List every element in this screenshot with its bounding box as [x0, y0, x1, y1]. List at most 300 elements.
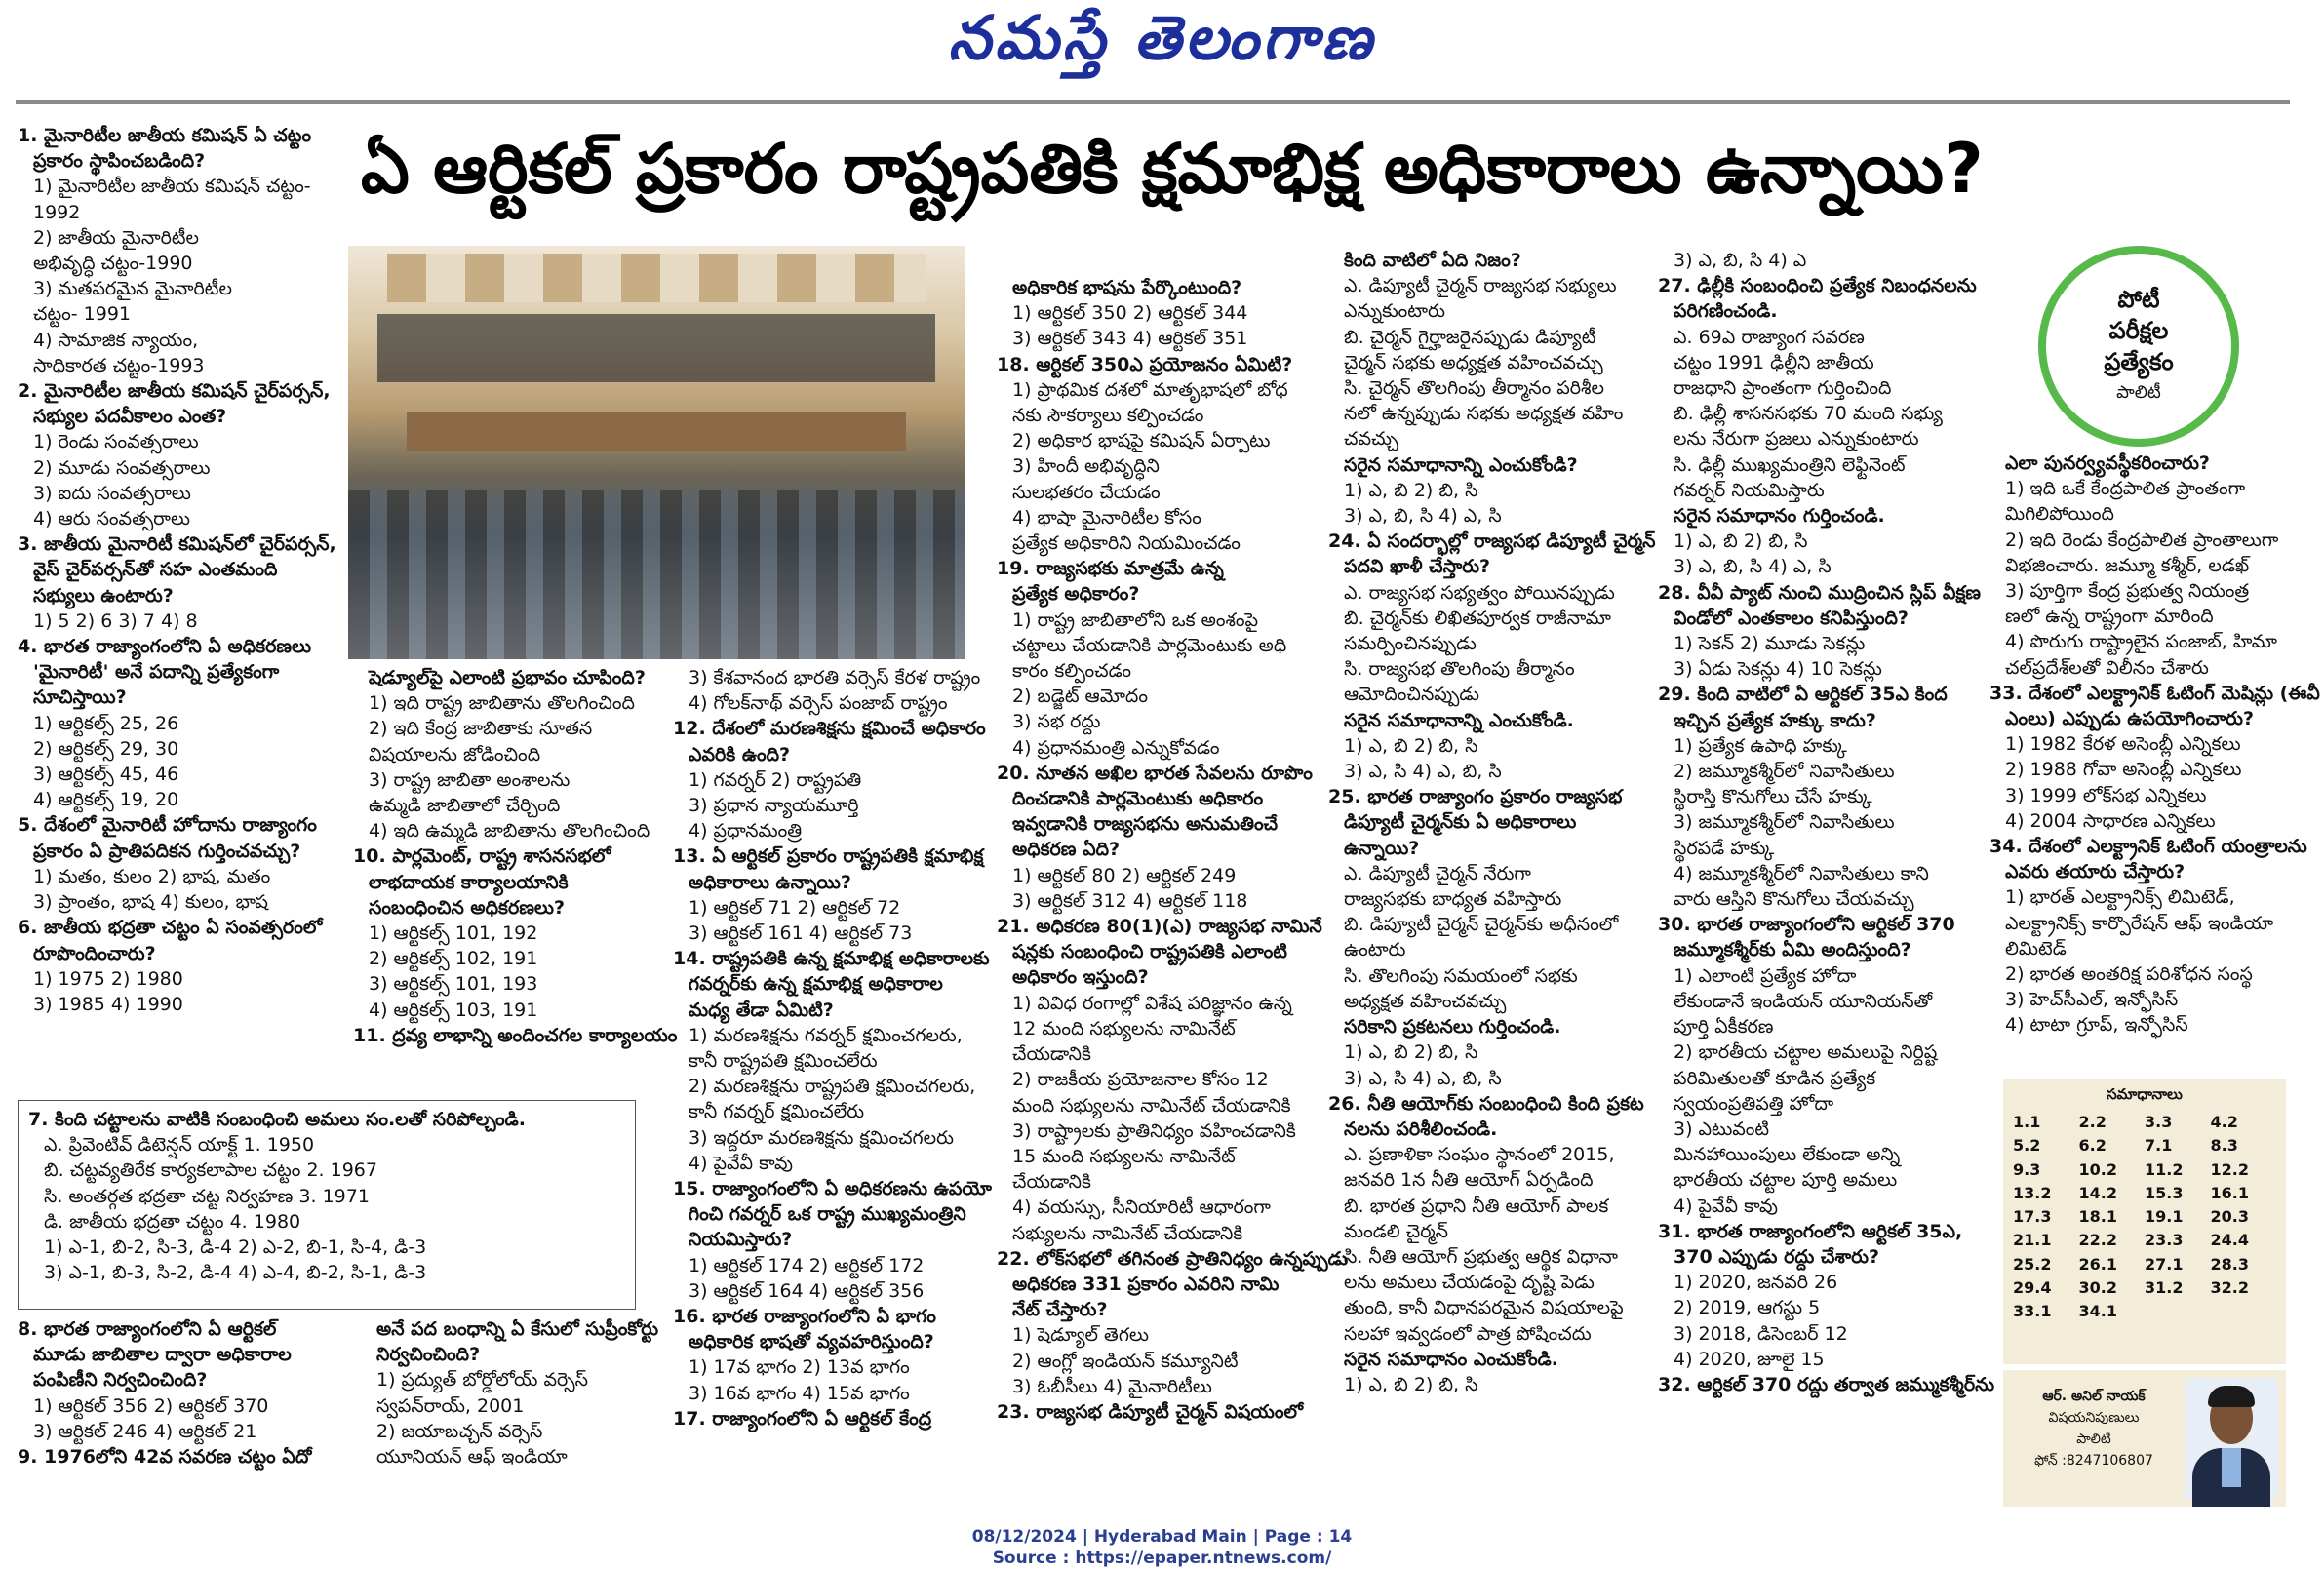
option-line: 1) వివిధ రంగాల్లో విశేష పరిజ్ఞానం ఉన్న [1012, 992, 1292, 1014]
option-line: బి. డిప్యూటీ చైర్మన్ చైర్మన్‌కు అధీనంలో [1344, 914, 1619, 936]
option-line: లను అమలు చేయడంపై దృష్టి పెడు [1344, 1272, 1595, 1294]
option-line: 1) ప్రత్యేక ఉపాధి హక్కు [1674, 734, 1847, 757]
option-line: 15 మంది సభ్యులను నామినేట్ [1012, 1145, 1236, 1167]
question-line: 24. ఏ సందర్భాల్లో రాజ్యసభ డిప్యూటీ చైర్మన్ [1328, 530, 1656, 553]
question-line: 3. జాతీయ మైనారిటీ కమిషన్‌లో చైర్‌పర్సన్, [18, 533, 336, 556]
question-line: 17. రాజ్యాంగంలోని ఏ ఆర్టికల్ కేంద్ర [673, 1407, 932, 1430]
option-line: 3) ఆర్టికల్స్ 101, 193 [369, 973, 538, 996]
option-line: అభివృద్ధి చట్టం-1990 [33, 253, 193, 275]
option-line: 4) వయస్సు, సీనియారిటీ ఆధారంగా [1012, 1196, 1271, 1219]
option-line: 4) పొరుగు రాష్ట్రాలైన పంజాబ్, హిమా [2005, 631, 2278, 653]
option-line: 2) జాతీయ మైనారిటీల [33, 226, 199, 249]
option-line: 1) ఆర్టికల్ 356 2) ఆర్టికల్ 370 [33, 1394, 269, 1417]
question-line: అధికరణ ఏది? [1012, 839, 1121, 861]
option-line: సి. చైర్మన్ తొలగింపు తీర్మానం పరిశీల [1344, 377, 1604, 400]
question-line: సరైన సమాధానాన్ని ఎంచుకోండి. [1344, 709, 1574, 731]
answers-box [2003, 1079, 2286, 1364]
option-line: 3) ఎ-1, బి-3, సి-2, డి-4 4) ఎ-4, బి-2, సి-1, డి-3 [44, 1262, 427, 1284]
author-text [2011, 1386, 2177, 1471]
option-line: 2) మరణశిక్షను రాష్ట్రపతి క్షమించగలరు, [689, 1076, 976, 1098]
option-line: 2) అధికార భాషపై కమిషన్ ఏర్పాటు [1012, 430, 1271, 452]
option-line: 1992 [33, 201, 81, 223]
answer-item: 28.3 [2210, 1254, 2249, 1274]
question-line: 13. ఏ ఆర్టికల్ ప్రకారం రాష్ట్రపతికి క్షమాభిక్ష [673, 845, 984, 868]
option-line: 1) రెండు సంవత్సరాలు [33, 431, 199, 453]
question-line: సరైన సమాధానాన్ని ఎంచుకోండి? [1344, 453, 1578, 476]
option-line: 1) ఎ, బి 2) బి, సి [1344, 1373, 1478, 1395]
option-line: 3) ఆర్టికల్స్ 45, 46 [33, 764, 179, 786]
masthead-title: నమస్తే తెలంగాణ [948, 2, 1376, 73]
option-line: మిగిలిపోయింది [2005, 503, 2114, 526]
question-line: పదవి ఖాళీ చేస్తారు? [1344, 556, 1491, 578]
option-line: మంది సభ్యులను నామినేట్ చేయడానికి [1012, 1094, 1291, 1117]
badge-line-4: పాలిటీ [2116, 382, 2161, 403]
question-line: 19. రాజ్యసభకు మాత్రమే ఉన్న [997, 558, 1224, 580]
option-line: 2) బడ్జెట్ ఆమోదం [1012, 686, 1148, 708]
option-line: నలో ఉన్నప్పుడు సభకు అధ్యక్షత వహిం [1344, 403, 1624, 425]
option-line: 3) సభ రద్దు [1012, 711, 1101, 733]
author-photo [2185, 1378, 2278, 1499]
question-line: నిర్వచించింది? [376, 1344, 481, 1366]
option-line: 4) ఆర్టికల్స్ 103, 191 [369, 999, 538, 1021]
column-5 [1328, 248, 1656, 1467]
option-line: 3) ప్రధాన న్యాయమూర్తి [689, 795, 859, 817]
option-line: 1) గవర్నర్ 2) రాష్ట్రపతి [689, 768, 862, 791]
question-line: 18. ఆర్టికల్ 350ఎ ప్రయోజనం ఏమిటి? [997, 353, 1293, 375]
question-line: 14. రాష్ట్రపతికి ఉన్న క్షమాభిక్ష అధికారాలకు [673, 948, 990, 970]
option-line: 2) ఆంగ్లో ఇండియన్ కమ్యూనిటీ [1012, 1350, 1239, 1372]
option-line: 2) ఆర్టికల్స్ 29, 30 [33, 737, 179, 760]
masthead-rule [16, 100, 2290, 104]
option-line: లను నేరుగా ప్రజలు ఎన్నుకుంటారు [1674, 428, 1919, 451]
answer-item: 23.3 [2145, 1231, 2184, 1250]
author-photo-hair [2208, 1386, 2255, 1407]
question-line: సభ్యులు ఉంటారు? [33, 584, 174, 607]
answer-item: 9.3 [2013, 1159, 2041, 1179]
option-line: 4) సామాజిక న్యాయం, [33, 329, 199, 351]
option-line: 2) ఇది రెండు కేంద్రపాలిత ప్రాంతాలుగా [2005, 529, 2279, 551]
option-line: 3) హెచ్‌సీఎల్, ఇన్ఫోసిస్ [2005, 989, 2179, 1011]
option-line: పరిమితులతో కూడిన ప్రత్యేక [1674, 1067, 1876, 1089]
answer-item: 11.2 [2145, 1159, 2184, 1179]
author-phone: ఫోన్ :8247106807 [2034, 1453, 2153, 1469]
question-line: 21. అధికరణ 80(1)(ఎ) రాజ్యసభ నామినే [997, 916, 1322, 938]
question-line: 11. ద్రవ్య లాభాన్ని అందించగల కార్యాలయం [353, 1024, 678, 1046]
option-line: కారం కల్పించడం [1012, 660, 1131, 683]
question-line: అధికారాలు ఉన్నాయి? [689, 871, 851, 893]
photo-crowd [348, 490, 965, 659]
option-line: 1) రాష్ట్ర జాబితాలోని ఒక అంశంపై [1012, 608, 1259, 631]
answer-item: 14.2 [2078, 1183, 2117, 1202]
photo-desk [407, 412, 906, 451]
question-line: కింది వాటిలో ఏది నిజం? [1344, 250, 1521, 271]
question-line: 25. భారత రాజ్యాంగం ప్రకారం రాజ్యసభ [1328, 786, 1623, 808]
option-line: 3) రాష్ట్రాలకు ప్రాతినిధ్యం వహించడానికి [1012, 1119, 1296, 1142]
option-line: డి. జాతీయ భద్రతా చట్టం 4. 1980 [44, 1210, 301, 1233]
answer-item: 21.1 [2013, 1231, 2052, 1250]
option-line: 1) 17వ భాగం 2) 13వ భాగం [689, 1356, 910, 1379]
option-line: 12 మంది సభ్యులను నామినేట్ [1012, 1017, 1236, 1039]
question-line: అధికరణ 331 ప్రకారం ఎవరిని నామి [1012, 1273, 1280, 1295]
footer [0, 1526, 2324, 1569]
option-line: సాధికారత చట్టం-1993 [33, 354, 205, 376]
option-line: సి. తొలగింపు సమయంలో సభకు [1344, 964, 1578, 987]
question-line: సరైన సమాధానం ఎంచుకోండి. [1344, 1348, 1558, 1370]
option-line: 4) గోలక్‌నాథ్ వర్సెస్ పంజాబ్ రాష్ట్రం [689, 692, 948, 715]
question-line: విండోలో ఎంతకాలం కనిపిస్తుంది? [1674, 607, 1909, 629]
option-line: విషయాలను జోడించింది [369, 743, 541, 765]
badge-line-2: పరీక్షల [2108, 317, 2169, 344]
question-line: వైస్ చైర్‌పర్సన్‌తో సహ ఎంతమంది [33, 559, 278, 581]
question-line: 29. కింది వాటిలో ఏ ఆర్టికల్ 35ఎ కింద [1658, 684, 1948, 706]
option-line: 1) ఎలాంటి ప్రత్యేక హోదా [1674, 964, 1857, 987]
column-1 [18, 123, 339, 1094]
option-line: 1) భారత్ ఎలక్ట్రానిక్స్ లిమిటెడ్, [2005, 886, 2235, 909]
option-line: చట్టం- 1991 [33, 303, 131, 326]
author-role: విషయనిపుణులు [2048, 1410, 2140, 1426]
column-6 [1658, 248, 1995, 1494]
answer-item: 19.1 [2145, 1207, 2184, 1227]
option-line: 2) భారతీయ చట్టాల అమలుపై నిర్దిష్ట [1674, 1041, 1938, 1064]
option-line: 2) రాజకీయ ప్రయోజనాల కోసం 12 [1012, 1069, 1269, 1091]
option-line: 4) టాటా గ్రూప్, ఇన్ఫోసిస్ [2005, 1014, 2188, 1037]
option-line: 3) 1985 4) 1990 [33, 993, 183, 1015]
question-line: పరిగణించండి. [1674, 300, 1778, 323]
option-line: యూనియన్ ఆఫ్ ఇండియా [376, 1446, 568, 1469]
footer-source[interactable]: Source : https://epaper.ntnews.com/ [992, 1549, 1332, 1568]
answer-item: 16.1 [2210, 1183, 2249, 1202]
column-2-bottom [361, 1316, 663, 1492]
column-4 [997, 275, 1349, 1494]
question-line: 31. భారత రాజ్యాంగంలోని ఆర్టికల్ 35ఎ, [1658, 1220, 1963, 1242]
question-line: మూడు జాబితాల ద్వారా అధికారాల [33, 1344, 292, 1366]
option-line: 3) ఏడు సెకన్లు 4) 10 సెకన్లు [1674, 658, 1882, 681]
option-line: ణలో ఉన్న రాష్ట్రంగా మారింది [2005, 606, 2214, 628]
option-line: 3) 2018, డిసెంబర్ 12 [1674, 1322, 1848, 1345]
question-box-7 [18, 1100, 636, 1310]
option-line: బి. చైర్మన్‌కు లిఖితపూర్వక రాజీనామా [1344, 607, 1611, 629]
option-line: 2) భారత అంతరిక్ష పరిశోధన సంస్థ [2005, 963, 2253, 986]
option-line: 1) ఆర్టికల్స్ 101, 192 [369, 922, 538, 945]
question-line: అధికారం ఇస్తుంది? [1012, 966, 1149, 989]
answer-item: 34.1 [2078, 1302, 2117, 1321]
question-line: 28. వీవీ ప్యాట్ నుంచి ముద్రించిన స్లిప్ వీక్షణ [1658, 581, 1982, 604]
option-line: 1) సెకన్ 2) మూడు సెకన్లు [1674, 633, 1866, 655]
option-line: 3) రాష్ట్ర జాబితా అంశాలను [369, 768, 571, 791]
option-line: సి. అంతర్గత భద్రతా చట్ట నిర్వహణ 3. 1971 [44, 1185, 370, 1207]
option-line: 1) మతం, కులం 2) భాష, మతం [33, 865, 271, 887]
option-line: 1) ఆర్టికల్ 80 2) ఆర్టికల్ 249 [1012, 864, 1237, 886]
option-line: ఎ. డిప్యూటీ చైర్మన్ నేరుగా [1344, 862, 1531, 884]
option-line: 4) పైవేవీ కావు [689, 1152, 793, 1174]
question-line: డిప్యూటీ చైర్మన్‌కు ఏ అధికారాలు [1344, 811, 1577, 834]
option-line: ఉంటారు [1344, 939, 1406, 961]
question-line: నలను పరిశీలించండి. [1344, 1118, 1498, 1140]
answer-item: 27.1 [2145, 1254, 2184, 1274]
option-line: 1) ఇది ఒకే కేంద్రపాలిత ప్రాంతంగా [2005, 478, 2246, 500]
question-line: మధ్య తేడా ఏమిటి? [689, 999, 834, 1021]
option-line: 1) ఇది రాష్ట్ర జాబితాను తొలగించింది [369, 692, 635, 715]
option-line: 1) ప్రద్యుత్ బోర్డోలోయ్ వర్సెస్ [376, 1369, 588, 1392]
option-line: సి. ఢిల్లీ ముఖ్యమంత్రిని లెఫ్టినెంట్ [1674, 453, 1906, 476]
answer-item: 22.2 [2078, 1231, 2117, 1250]
answer-item: 31.2 [2145, 1278, 2184, 1298]
question-7 [28, 1107, 628, 1302]
option-line: 1) ఎ-1, బి-2, సి-3, డి-4 2) ఎ-2, బి-1, సి-4, డి-3 [44, 1236, 427, 1259]
option-line: 1) ప్రాథమిక దశలో మాతృభాషలో బోధ [1012, 378, 1288, 401]
option-line: సి. రాజ్యసభ తొలగింపు తీర్మానం [1344, 658, 1575, 681]
option-line: కానీ గవర్నర్ క్షమించలేరు [689, 1101, 865, 1123]
option-line: 4) భాషా మైనారిటీల కోసం [1012, 506, 1201, 529]
answers-grid [2003, 1109, 2286, 1326]
question-line: సంబంధించిన అధికరణలు? [369, 896, 565, 919]
question-line: ప్రకారం స్థాపించబడింది? [33, 150, 206, 173]
question-line: ఇవ్వడానికి రాజ్యసభను అనుమతించే [1012, 813, 1279, 836]
answer-item: 1.1 [2013, 1113, 2041, 1131]
option-line: రాజ్యసభకు బాధ్యత వహిస్తారు [1344, 888, 1562, 911]
option-line: 3) ఎటువంటి [1674, 1118, 1770, 1140]
question-line: 1. మైనారిటీల జాతీయ కమిషన్ ఏ చట్టం [18, 125, 312, 146]
option-line: 4) ఇది ఉమ్మడి జాబితాను తొలగించింది [369, 820, 650, 843]
question-line: షన్లకు సంబంధించి రాష్ట్రపతికి ఎలాంటి [1012, 941, 1287, 963]
option-line: స్థిరాస్తి కొనుగోలు చేసే హక్కు [1674, 786, 1872, 808]
option-line: 1) ఆర్టికల్స్ 25, 26 [33, 712, 179, 734]
option-line: విభజించారు. జమ్మూ కశ్మీర్, లడఖ్ [2005, 554, 2250, 576]
question-line: జమ్మూకశ్మీర్‌కు ఏమి అందిస్తుంది? [1674, 939, 1911, 961]
author-photo-shirt [2222, 1448, 2241, 1487]
option-line: చేయడానికి [1012, 1171, 1091, 1194]
answer-item: 7.1 [2145, 1136, 2173, 1156]
question-line: 16. భారత రాజ్యాంగంలోని ఏ భాగం [673, 1306, 936, 1328]
question-line: 23. రాజ్యసభ డిప్యూటీ చైర్మన్ విషయంలో [997, 1400, 1304, 1423]
option-line: సి. నీతి ఆయోగ్ ప్రభుత్వ ఆర్థిక విధానా [1344, 1245, 1619, 1268]
column-1-bottom [18, 1316, 339, 1492]
option-line: 1) 2020, జనవరి 26 [1674, 1272, 1838, 1294]
badge-line-1: పోటీ [2117, 286, 2160, 313]
option-line: ఆమోదించినప్పుడు [1344, 684, 1479, 706]
option-line: 3) కేశవానంద భారతి వర్సెస్ కేరళ రాష్ట్రం [689, 667, 981, 688]
question-line: షెడ్యూల్‌పై ఎలాంటి ప్రభావం చూపింది? [369, 667, 646, 688]
option-line: కానీ రాష్ట్రపతి క్షమించలేరు [689, 1050, 878, 1073]
option-line: 2) 1988 గోవా అసెంబ్లీ ఎన్నికలు [2005, 759, 2242, 781]
question-line: గవర్నర్‌కు ఉన్న క్షమాభిక్ష అధికారాల [689, 973, 943, 996]
question-line: ఎలా పునర్వ్యవస్థీకరించారు? [2005, 452, 2210, 474]
option-line: చల్‌ప్రదేశ్‌లతో విలీనం చేశారు [2005, 656, 2209, 679]
option-line: సులభతరం చేయడం [1012, 481, 1161, 503]
question-line: 4. భారత రాజ్యాంగంలోని ఏ అధికరణలు [18, 636, 312, 658]
option-line: 3) ఐదు సంవత్సరాలు [33, 482, 191, 504]
option-line: 3) ఎ, బి, సి 4) ఎ [1674, 250, 1807, 271]
question-line: ఎవరికి ఉంది? [689, 743, 791, 765]
answer-item: 2.2 [2078, 1113, 2107, 1131]
option-line: 3) 16వ భాగం 4) 15వ భాగం [689, 1382, 910, 1404]
question-line: 34. దేశంలో ఎలక్ట్రానిక్ ఓటింగ్ యంత్రాలను [1989, 836, 2307, 858]
author-box [2003, 1370, 2286, 1507]
answer-item: 25.2 [2013, 1254, 2052, 1274]
option-line: 3) ఎ, బి, సి 4) ఎ, సి [1344, 505, 1502, 528]
option-line: 3) ఆర్టికల్ 312 4) ఆర్టికల్ 118 [1012, 889, 1248, 912]
option-line: చట్టం 1991 ఢిల్లీని జాతీయ [1674, 351, 1874, 373]
option-line: 1) ఆర్టికల్ 71 2) ఆర్టికల్ 72 [689, 896, 901, 919]
option-line: 3) ఎ, సి 4) ఎ, బి, సి [1344, 761, 1502, 783]
court-photo [348, 246, 965, 659]
option-line: ఎ. రాజ్యసభ సభ్యత్వం పోయినప్పుడు [1344, 581, 1615, 604]
answer-item: 8.3 [2210, 1136, 2238, 1156]
answer-item: 6.2 [2078, 1136, 2107, 1156]
question-line: ఇచ్చిన ప్రత్యేక హక్కు కాదు? [1674, 709, 1876, 731]
option-line: 1) 1982 కేరళ అసెంబ్లీ ఎన్నికలు [2005, 733, 2241, 756]
answer-item: 24.4 [2210, 1231, 2249, 1250]
option-line: 1) ఆర్టికల్ 174 2) ఆర్టికల్ 172 [689, 1254, 925, 1276]
question-line: 20. నూతన అఖిల భారత సేవలను రూపొం [997, 762, 1313, 784]
option-line: 3) ఎ, బి, సి 4) ఎ, సి [1674, 556, 1832, 578]
option-line: ఎ. 69ఎ రాజ్యాంగ సవరణ [1674, 326, 1865, 348]
question-line: ఎంలు) ఎప్పుడు ఉపయోగించారు? [2005, 708, 2255, 730]
column-3 [673, 665, 995, 1494]
option-line: చేయడానికి [1012, 1043, 1091, 1066]
option-line: 4) 2004 సాధారణ ఎన్నికలు [2005, 809, 2216, 832]
option-line: అధ్యక్షత వహించవచ్చు [1344, 990, 1507, 1012]
option-line: 1) షెడ్యూల్ తెగలు [1012, 1324, 1149, 1347]
question-line: సభ్యుల పదవీకాలం ఎంత? [33, 406, 227, 428]
answer-item: 12.2 [2210, 1159, 2249, 1179]
option-line: 3) ఆర్టికల్ 343 4) ఆర్టికల్ 351 [1012, 328, 1248, 350]
question-line: 6. జాతీయ భద్రతా చట్టం ఏ సంవత్సరంలో [18, 917, 323, 939]
option-line: 1) ఆర్టికల్ 350 2) ఆర్టికల్ 344 [1012, 302, 1248, 325]
option-line: 3) ఆర్టికల్ 161 4) ఆర్టికల్ 73 [689, 922, 913, 945]
question-line: 5. దేశంలో మైనారిటీ హోదాను రాజ్యాంగం [18, 814, 317, 837]
option-line: 4) 2020, జూలై 15 [1674, 1348, 1825, 1370]
polity-badge [2038, 246, 2239, 447]
answer-item: 10.2 [2078, 1159, 2117, 1179]
answers-title: సమాధానాలు [2107, 1085, 2183, 1103]
option-line: మినహాయింపులు లేకుండా అన్ని [1674, 1144, 1901, 1166]
option-line: బి. భారత ప్రధాని నీతి ఆయోగ్ పాలక [1344, 1195, 1609, 1217]
question-line: 22. లోక్‌సభలో తగినంత ప్రాతినిధ్యం ఉన్నప్పుడు [997, 1247, 1349, 1270]
answer-item: 13.2 [2013, 1183, 2052, 1202]
option-line: సభ్యులను నామినేట్ చేయడానికి [1012, 1222, 1243, 1244]
answer-item: 32.2 [2210, 1278, 2249, 1298]
author-name: ఆర్. అనిల్ నాయక్ [2042, 1389, 2146, 1404]
option-line: 1) ఎ, బి 2) బి, సి [1344, 1041, 1478, 1064]
question-line: నియమిస్తారు? [689, 1229, 793, 1251]
option-line: నకు సౌకర్యాలు కల్పించడం [1012, 405, 1204, 427]
option-line: ఎ. ప్రివెంటివ్ డిటెన్షన్ యాక్ట్ 1. 1950 [44, 1134, 315, 1157]
option-line: పూర్తి ఏకీకరణ [1674, 1016, 1774, 1039]
column-2 [353, 665, 678, 1075]
option-line: సలహా ఇవ్వడంలో పాత్ర పోషించదు [1344, 1322, 1592, 1345]
question-line: ప్రకారం ఏ ప్రాతిపదికన గుర్తించవచ్చు? [33, 840, 301, 862]
option-line: ఎ. ప్రణాళికా సంఘం స్థానంలో 2015, [1344, 1144, 1615, 1166]
option-line: 1) 5 2) 6 3) 7 4) 8 [33, 609, 198, 632]
question-line: 32. ఆర్టికల్ 370 రద్దు తర్వాత జమ్ముకశ్మీర్‌ను [1658, 1373, 1995, 1395]
option-line: 2) 2019, ఆగస్టు 5 [1674, 1297, 1821, 1319]
option-line: ఎ. డిప్యూటీ చైర్మన్ రాజ్యసభ సభ్యులు [1344, 275, 1617, 297]
answer-item: 18.1 [2078, 1207, 2117, 1227]
question-line: అధికారిక భాషను పేర్కొంటుంది? [1012, 277, 1242, 298]
option-line: 3) ఆర్టికల్ 246 4) ఆర్టికల్ 21 [33, 1420, 257, 1442]
option-line: స్వయంప్రతిపత్తి హోదా [1674, 1092, 1834, 1115]
option-line: లిమిటెడ్ [2005, 937, 2067, 960]
option-line: 3) ఎ, సి 4) ఎ, బి, సి [1344, 1067, 1502, 1089]
option-line: వారు ఆస్తిని కొనుగోలు చేయవచ్చు [1674, 888, 1914, 911]
option-line: బి. చైర్మన్ గైర్హాజరైనప్పుడు డిప్యూటీ [1344, 326, 1596, 348]
question-line: 27. ఢిల్లీకి సంబంధించి ప్రత్యేక నిబంధనలను [1658, 275, 1977, 297]
question-line: ప్రత్యేక అధికారం? [1012, 583, 1140, 606]
option-line: 1) 1975 2) 1980 [33, 967, 183, 990]
option-line: ఎలక్ట్రానిక్స్ కార్పొరేషన్ ఆఫ్ ఇండియా [2005, 912, 2274, 934]
option-line: ఎన్నుకుంటారు [1344, 300, 1445, 323]
question-line: లాభదాయక కార్యాలయానికి [369, 871, 569, 893]
option-line: 1) ఎ, బి 2) బి, సి [1344, 734, 1478, 757]
question-line: 370 ఎప్పుడు రద్దు చేశారు? [1674, 1245, 1879, 1268]
author-subject: పాలిటీ [2076, 1432, 2111, 1447]
option-line: 1) ఎ, బి 2) బి, సి [1344, 479, 1478, 501]
option-line: 1) మరణశిక్షను గవర్నర్ క్షమించగలరు, [689, 1024, 963, 1046]
option-line: జనవరి 1న నీతి ఆయోగ్ ఏర్పడింది [1344, 1169, 1594, 1192]
question-line: ఎవరు తయారు చేస్తారు? [2005, 861, 2186, 883]
question-line: సరికాని ప్రకటనలు గుర్తించండి. [1344, 1016, 1561, 1039]
question-line: సరైన సమాధానం గుర్తించండి. [1674, 505, 1885, 528]
option-line: చట్టాలు చేయడానికి పార్లమెంటుకు అధి [1012, 634, 1287, 656]
option-line: 3) ప్రాంతం, భాష 4) కులం, భాష [33, 891, 268, 914]
photo-arches [387, 254, 926, 302]
option-line: 3) హిందీ అభివృద్ధిని [1012, 455, 1160, 478]
option-line: 3) పూర్తిగా కేంద్ర ప్రభుత్వ నియంత్ర [2005, 580, 2250, 603]
option-line: 3) ఇద్దరూ మరణశిక్షను క్షమించగలరు [689, 1126, 954, 1149]
question-line: దించడానికి పార్లమెంటుకు అధికారం [1012, 788, 1264, 810]
option-line: రాజధాని ప్రాంతంగా గుర్తించింది [1674, 377, 1892, 400]
option-line: 4) ఆర్టికల్స్ 19, 20 [33, 789, 179, 811]
badge-line-3: ప్రత్యేకం [2104, 348, 2174, 375]
option-line: 3) ఓబీసీలు 4) మైనారిటీలు [1012, 1375, 1212, 1397]
question-line: 30. భారత రాజ్యాంగంలోని ఆర్టికల్ 370 [1658, 914, 1955, 936]
question-line: సూచిస్తాయి? [33, 686, 127, 709]
photo-bench [377, 314, 935, 382]
option-line: 2) మూడు సంవత్సరాలు [33, 456, 211, 479]
option-line: స్థిరపడే హక్కు [1674, 837, 1775, 859]
question-line: 'మైనారిటీ' అనే పదాన్ని ప్రత్యేకంగా [33, 661, 280, 684]
option-line: తుంది, కానీ విధానపరమైన విషయాలపై [1344, 1297, 1624, 1319]
option-line: 3) ఆర్టికల్ 164 4) ఆర్టికల్ 356 [689, 1279, 925, 1302]
answer-item: 20.3 [2210, 1207, 2249, 1227]
option-line: 2) జమ్మూకశ్మీర్‌లో నివాసితులు [1674, 761, 1895, 783]
question-line: 8. భారత రాజ్యాంగంలోని ఏ ఆర్టికల్ [18, 1318, 277, 1340]
question-line: 9. 1976లోని 42వ సవరణ చట్టం ఏదో [18, 1446, 312, 1469]
question-line: గించి గవర్నర్ ఒక రాష్ట్ర ముఖ్యమంత్రిని [689, 1203, 966, 1226]
answer-item: 29.4 [2013, 1278, 2052, 1298]
option-line: చవచ్చు [1344, 428, 1398, 451]
option-line: 4) ప్రధానమంత్రి ఎన్నుకోవడం [1012, 736, 1220, 759]
option-line: స్వపన్‌రాయ్, 2001 [376, 1394, 525, 1417]
option-line: చైర్మన్ సభకు అధ్యక్షత వహించవచ్చు [1344, 351, 1603, 373]
option-line: 2) జయాబచ్చన్ వర్సెస్ [376, 1420, 543, 1442]
footer-date-edition: 08/12/2024 | Hyderabad Main | Page : 14 [971, 1527, 1353, 1547]
option-line: 2) ఆర్టికల్స్ 102, 191 [369, 948, 538, 970]
question-line: పంపిణీని నిర్వచించింది? [33, 1369, 208, 1392]
question-line: అనే పద బంధాన్ని ఏ కేసులో సుప్రీంకోర్టు [376, 1318, 659, 1340]
answer-item: 30.2 [2078, 1278, 2117, 1298]
option-line: 4) ఆరు సంవత్సరాలు [33, 508, 191, 530]
option-line: సమర్పించినప్పుడు [1344, 633, 1477, 655]
question-line: అధికారిక భాషతో వ్యవహరిస్తుంది? [689, 1331, 934, 1353]
option-line: ఉమ్మడి జాబితాలో చేర్చింది [369, 795, 561, 817]
answer-item: 4.2 [2210, 1113, 2238, 1131]
masthead [0, 0, 2324, 90]
option-line: మండలి చైర్మన్ [1344, 1220, 1449, 1242]
question-line: 10. పార్లమెంట్, రాష్ట్ర శాసనసభలో [353, 845, 611, 868]
answer-item: 33.1 [2013, 1302, 2052, 1321]
